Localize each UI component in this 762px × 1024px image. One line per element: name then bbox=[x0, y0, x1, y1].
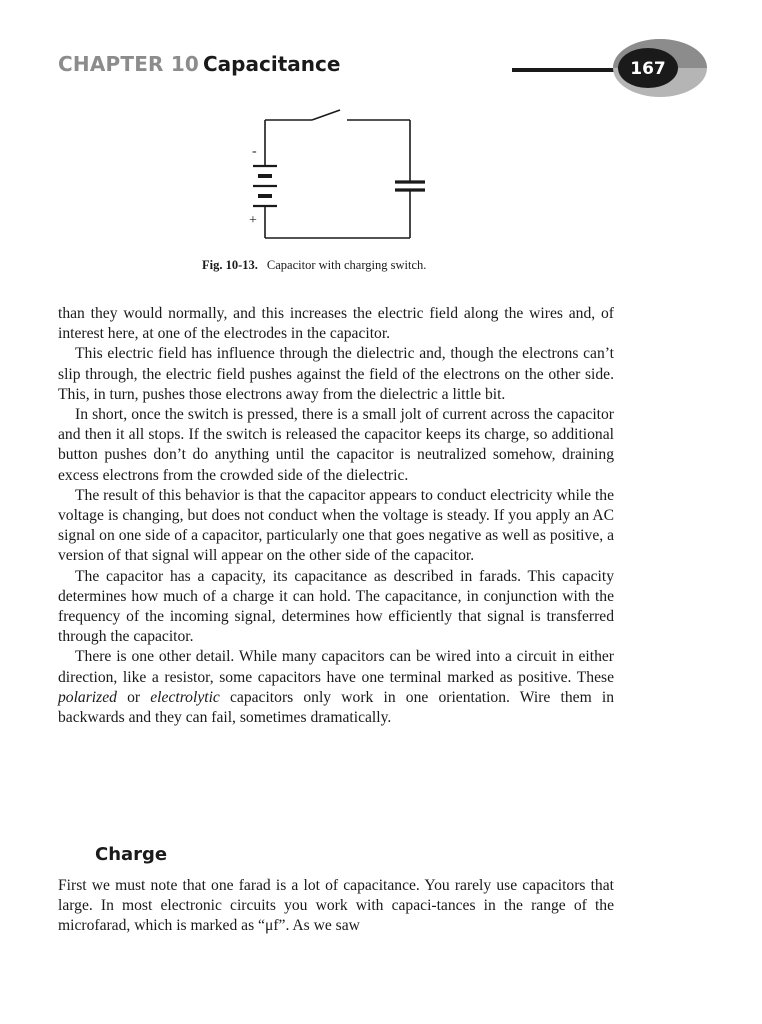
section-paragraph: First we must note that one farad is a lot of capacitance. You rarely use capacitors that large. In most electronic circuits you work with capaci-tances in the range of the microfarad, which is marked as “μf”. As we saw bbox=[58, 877, 614, 935]
figure-caption bbox=[202, 258, 426, 273]
plus-sign: + bbox=[249, 213, 257, 228]
text-run: The result of this behavior is that the capacitor appears to conduct electricity while the voltage is changing, but does not conduct when the voltage is steady. If you apply an AC signal on one side of a capacitor, particularly one that goes negative as well as positive, a version of that signal will appear on the other side of the capacitor. bbox=[58, 486, 614, 565]
text-run: The capacitor has a capacity, its capacitance as described in farads. This capacity determines how much of a charge it can hold. The capacitance, in conjunction with the frequency of the incoming signal, determines how efficiently that signal is transferred through the capacitor. bbox=[58, 567, 614, 646]
body-text bbox=[58, 304, 614, 728]
chapter-title: Capacitance bbox=[203, 52, 341, 76]
page-number-badge bbox=[612, 38, 708, 98]
italic-term: polarized bbox=[58, 688, 117, 706]
paragraph bbox=[58, 344, 614, 405]
figure-caption-text: Capacitor with charging switch. bbox=[266, 258, 427, 272]
text-run: than they would normally, and this increases the electric field along the wires and, of interest here, at one of the electrodes in the capacitor. bbox=[58, 305, 614, 343]
paragraph bbox=[58, 405, 614, 486]
text-run: In short, once the switch is pressed, there is a small jolt of current across the capacitor and then it all stops. If the switch is released the capacitor keeps its charge, so additional button pushes don’t do anything until the capacitor is neutralized somehow, draining excess electrons from the crowded side of the dielectric. bbox=[58, 406, 614, 484]
page-number: 167 bbox=[630, 59, 666, 79]
text-run: There is one other detail. While many capacitors can be wired into a circuit in either direction, like a resistor, some capacitors have one terminal marked as positive. These bbox=[58, 648, 614, 686]
italic-term: electrolytic bbox=[150, 688, 220, 706]
paragraph bbox=[58, 304, 614, 344]
circuit-figure bbox=[230, 104, 430, 249]
text-run: capacitors only work in one orientation. Wire them in backwards and they can fail, sometimes dramatically. bbox=[58, 688, 614, 727]
section-heading: Charge bbox=[95, 844, 168, 865]
paragraph bbox=[58, 486, 614, 567]
text-run: This electric field has influence through the dielectric and, though the electrons can’t slip through, the electric field pushes against the field of the electrons on the other side. This, in turn, pushes those electrons away from the dielectric a little bit. bbox=[58, 345, 614, 403]
text-run: or bbox=[116, 688, 151, 706]
chapter-label: CHAPTER 10 bbox=[58, 52, 200, 76]
paragraph bbox=[58, 567, 614, 648]
paragraph bbox=[58, 647, 614, 728]
minus-sign: - bbox=[252, 144, 257, 159]
switch-blade bbox=[312, 110, 340, 120]
figure-number: Fig. 10-13. bbox=[202, 258, 258, 272]
section-text bbox=[58, 876, 614, 937]
